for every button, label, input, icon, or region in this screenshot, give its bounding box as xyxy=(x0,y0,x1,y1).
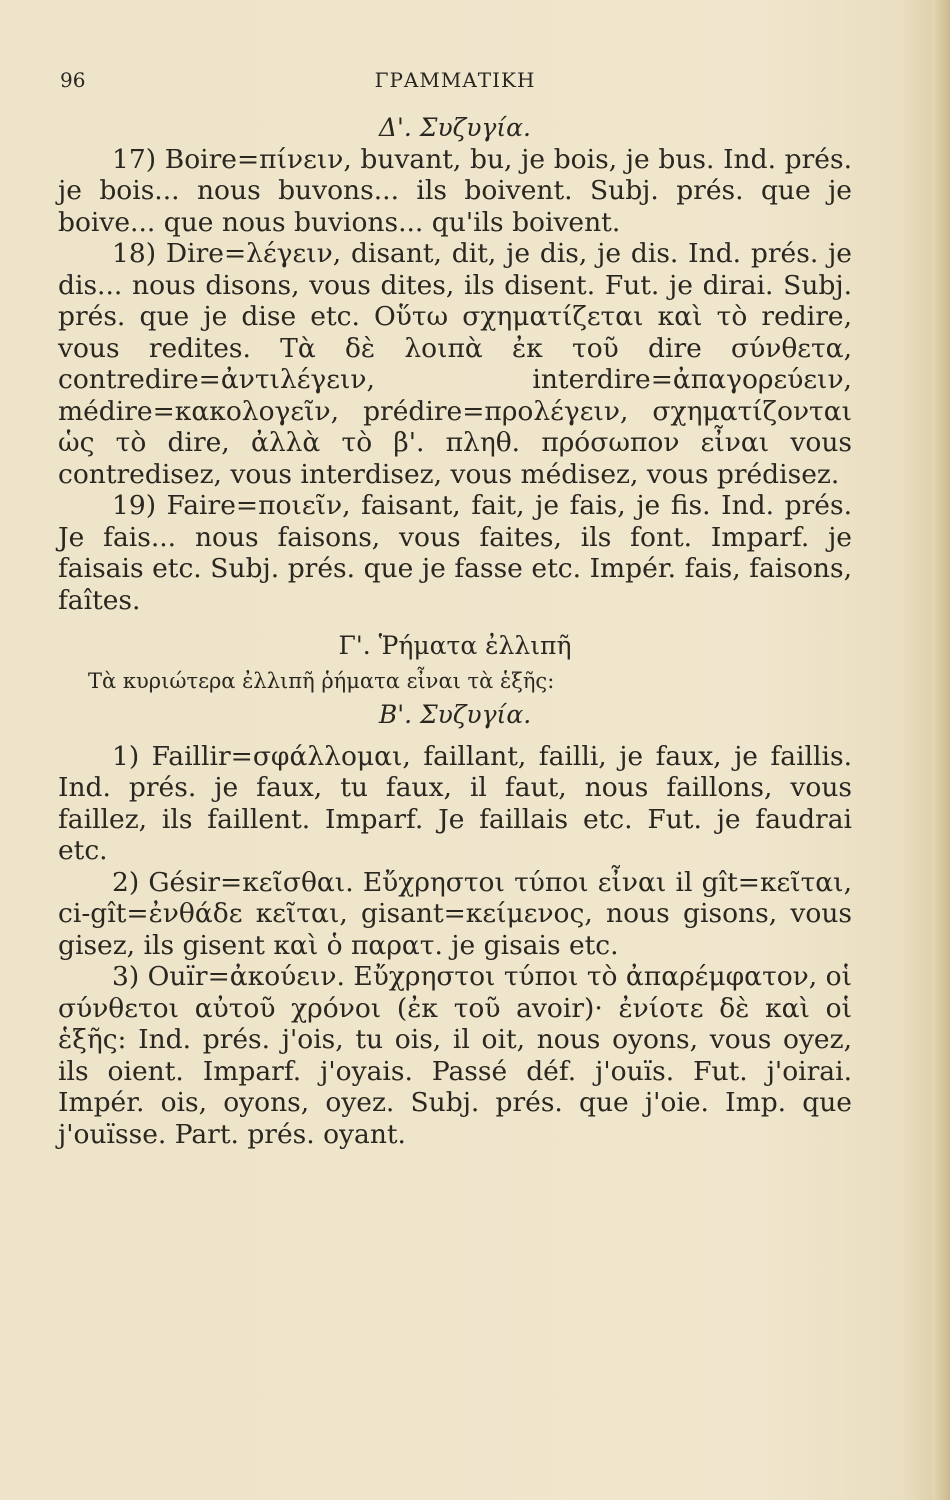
irregular-verbs-heading: Γ'. Ῥήματα ἐλλιπῆ xyxy=(338,631,572,660)
body-text xyxy=(58,112,852,1150)
irregular-verbs-intro: Τὰ κυριώτερα ἐλλιπῆ ῥήματα εἶναι τὰ ἑξῆς: xyxy=(88,668,555,693)
entry-19-faire: 19) Faire=ποιεῖν, faisant, fait, je fais, je fis. Ind. prés. Je fais... nous faisons, vous faites, ils font. Imparf. je faisais etc. Subj. prés. que je fasse etc. Impér. fais, faisons, faîtes. xyxy=(58,490,852,616)
conjugation-b-heading: Β'. Συζυγία. xyxy=(378,700,532,729)
entry-2-gesir: 2) Gésir=κεῖσθαι. Εὔχρηστοι τύποι εἶναι il gît=κεῖται, ci-gît=ἐνθάδε κεῖται, gisant=κείμενος, nous gisons, vous gisez, ils gisent καὶ ὁ παρατ. je gisais etc. xyxy=(58,866,852,961)
entry-18-dire: 18) Dire=λέγειν, disant, dit, je dis, je dis. Ind. prés. je dis... nous disons, vous dites, ils disent. Fut. je dirai. Subj. prés. que je dise etc. Οὕτω σχηματίζεται καὶ τὸ redire, vous redites. Τὰ δὲ λοιπὰ ἐκ τοῦ dire σύνθετα, contredire=ἀντιλέγειν, interdire=ἀπαγορεύειν, médire=κακολογεῖν, prédire=προλέγειν, σχηματίζονται ὡς τὸ dire, ἀλλὰ τὸ β'. πληθ. πρόσωπον εἶναι vous contredisez, vous interdisez, vous médisez, vous prédisez. xyxy=(58,238,852,490)
entry-1-faillir: 1) Faillir=σφάλλομαι, faillant, failli, je faux, je faillis. Ind. prés. je faux, tu faux, il faut, nous faillons, vous faillez, ils faillent. Imparf. Je faillais etc. Fut. je faudrai etc. xyxy=(58,740,852,866)
entry-3-ouir: 3) Ouïr=ἀκούειν. Εὔχρηστοι τύποι τὸ ἀπαρέμφατον, οἱ σύνθετοι αὐτοῦ χρόνοι (ἐκ τοῦ avoir)· ἐνίοτε δὲ καὶ οἱ ἑξῆς: Ind. prés. j'ois, tu ois, il oit, nous oyons, vous oyez, ils oient. Imparf. j'oyais. Passé déf. j'ouïs. Fut. j'oirai. Impér. ois, oyons, oyez. Subj. prés. que j'oie. Imp. que j'ouïsse. Part. prés. oyant. xyxy=(58,961,852,1150)
page-edge xyxy=(932,0,950,1500)
page-header xyxy=(60,68,850,96)
page-number: 96 xyxy=(60,68,86,92)
conjugation-d-heading: Δ'. Συζυγία. xyxy=(378,113,531,142)
entry-17-boire: 17) Boire=πίνειν, buvant, bu, je bois, je bus. Ind. prés. je bois... nous buvons... ils boivent. Subj. prés. que je boive... que nous buvions... qu'ils boivent. xyxy=(58,143,852,238)
running-title: ΓΡΑΜΜΑΤΙΚΗ xyxy=(374,68,536,92)
